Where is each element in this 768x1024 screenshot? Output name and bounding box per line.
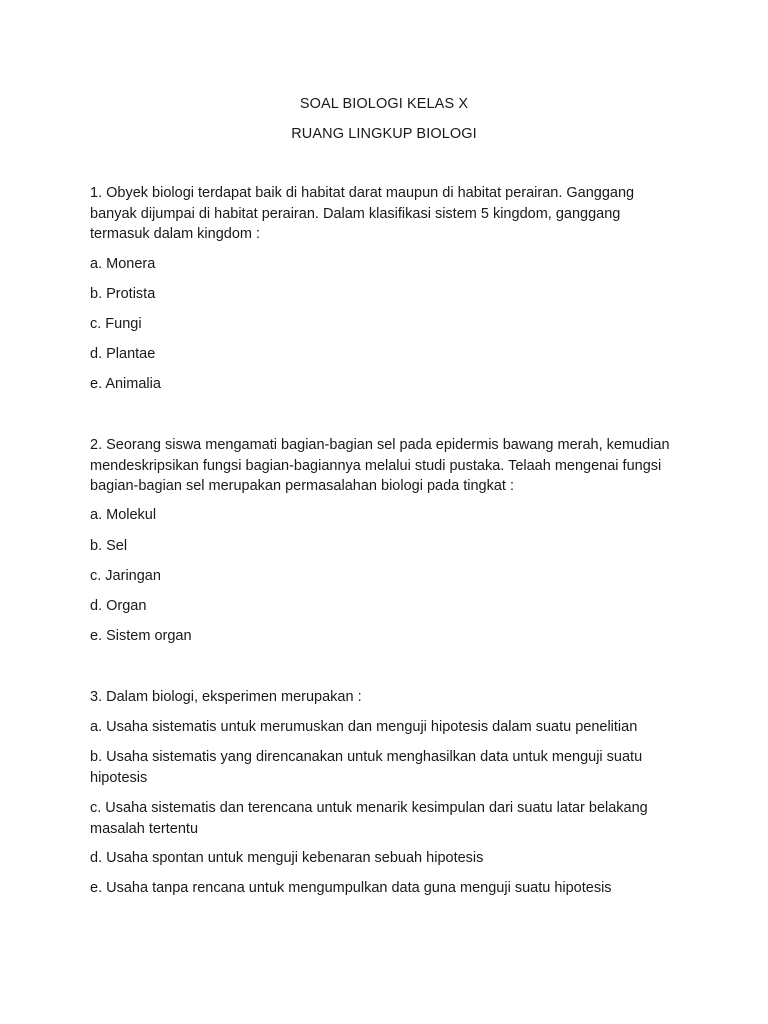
question-1-stem: 1. Obyek biologi terdapat baik di habitat darat maupun di habitat perairan. Ganggang banyak dijumpai di habitat perairan. Dalam klasifikasi sistem 5 kingdom, ganggang termasuk dalam kingdom :	[90, 185, 635, 242]
question-3-stem: 3. Dalam biologi, eksperimen merupakan :	[90, 689, 362, 705]
question-2-option-b: b. Sel	[90, 538, 128, 554]
document-subtitle: RUANG LINGKUP BIOLOGI	[291, 126, 477, 142]
question-3-option-c: c. Usaha sistematis dan terencana untuk menarik kesimpulan dari suatu latar belakang masalah tertentu	[90, 800, 648, 837]
question-1	[90, 183, 680, 245]
question-3-option-b: b. Usaha sistematis yang direncanakan untuk menghasilkan data untuk menguji suatu hipotesis	[90, 749, 643, 786]
question-3	[90, 687, 680, 708]
question-3-option-d: d. Usaha spontan untuk menguji kebenaran sebuah hipotesis	[90, 850, 484, 866]
question-1-option-b: b. Protista	[90, 286, 156, 302]
question-1-option-a: a. Monera	[90, 256, 156, 272]
question-2-option-c: c. Jaringan	[90, 568, 161, 584]
document-title: SOAL BIOLOGI KELAS X	[299, 96, 469, 112]
question-1-option-e: e. Animalia	[90, 376, 161, 392]
question-3-option-e: e. Usaha tanpa rencana untuk mengumpulkan data guna menguji suatu hipotesis	[90, 880, 612, 896]
question-2-option-d: d. Organ	[90, 598, 147, 614]
question-2-option-e: e. Sistem organ	[90, 628, 192, 644]
question-2-option-a: a. Molekul	[90, 507, 157, 523]
question-2-stem: 2. Seorang siswa mengamati bagian-bagian sel pada epidermis bawang merah, kemudian mendeskripsikan fungsi bagian-bagiannya melalui studi pustaka. Telaah mengenai fungsi bagian-bagian sel merupakan permasalahan biologi pada tingkat :	[90, 437, 670, 494]
question-1-option-d: d. Plantae	[90, 346, 156, 362]
question-2	[90, 435, 680, 497]
question-3-option-a: a. Usaha sistematis untuk merumuskan dan menguji hipotesis dalam suatu penelitian	[90, 719, 638, 735]
question-1-option-c: c. Fungi	[90, 316, 142, 332]
